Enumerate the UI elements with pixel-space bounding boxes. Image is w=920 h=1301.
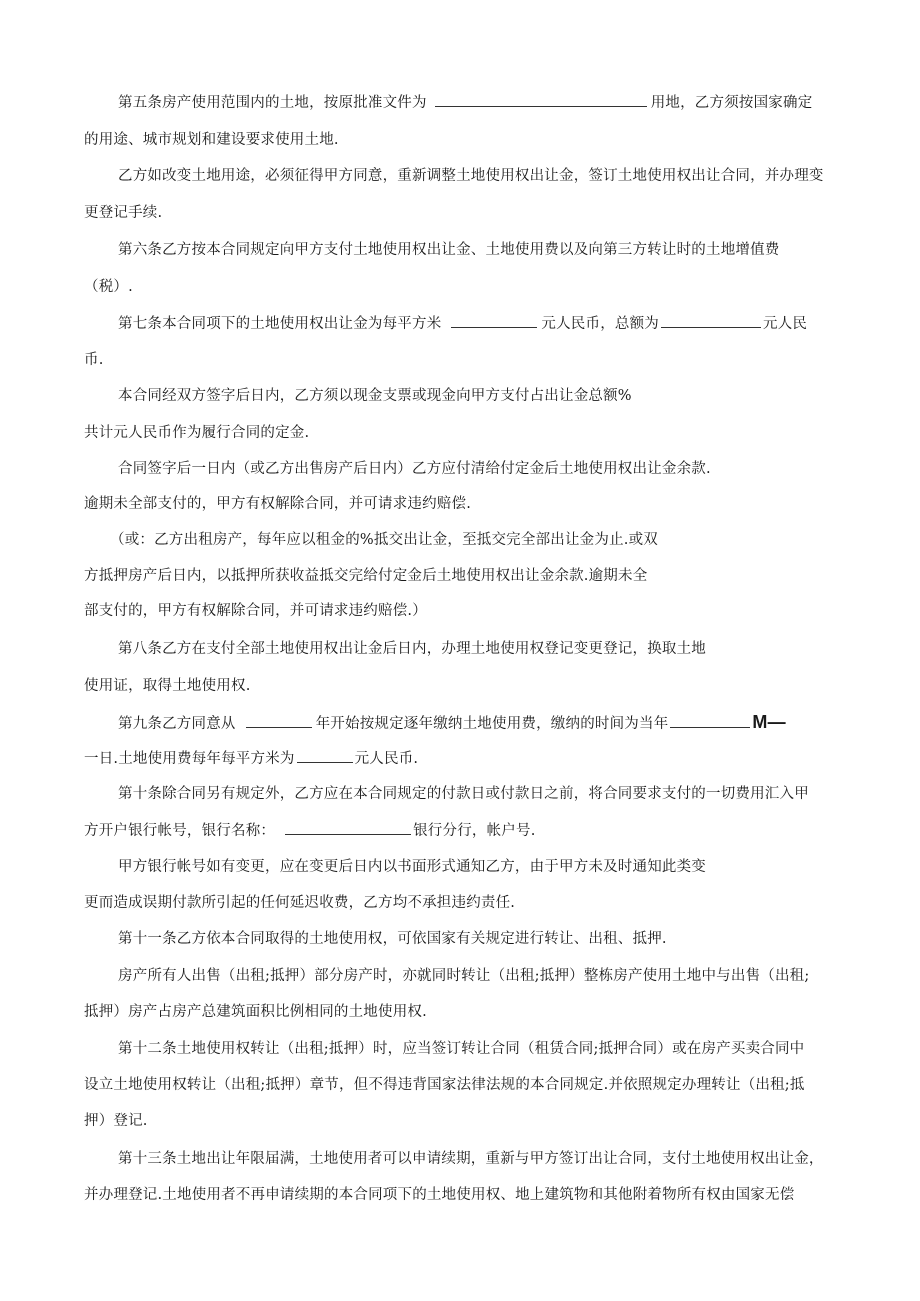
paragraph-line: 方抵押房产后日内，以抵押所获收益抵交完给付定金后土地使用权出让金余款.逾期未全 bbox=[84, 568, 648, 584]
paragraph-line: 合同签字后一日内（或乙方出售房产后日内）乙方应付清给付定金后土地使用权出让金余款. bbox=[118, 461, 711, 477]
fill-blank bbox=[435, 92, 647, 107]
paragraph-line: 并办理登记.土地使用者不再申请续期的本合同项下的土地使用权、地上建筑物和其他附着物所有权由国家无偿 bbox=[84, 1187, 795, 1203]
paragraph-line: 更登记手续. bbox=[84, 205, 163, 221]
paragraph-line: 第七条本合同项下的土地使用权出让金为每平方米 元人民币，总额为 元人民 bbox=[118, 313, 807, 334]
paragraph-line: 币. bbox=[84, 352, 104, 368]
paragraph-line: 方开户银行帐号，银行名称： 银行分行，帐户号. bbox=[84, 820, 536, 841]
paragraph-line: 房产所有人出售（出租;抵押）部分房产时，亦就同时转让（出租;抵押）整栋房产使用土地中与出售（出租; bbox=[118, 968, 810, 984]
paragraph-line: 第十三条土地出让年限届满，土地使用者可以申请续期，重新与甲方签订出让合同，支付土地使用权出让金， bbox=[118, 1151, 824, 1167]
paragraph-line: 第十一条乙方依本合同取得的土地使用权，可依国家有关规定进行转让、出租、抵押. bbox=[118, 931, 667, 947]
paragraph-line: 设立土地使用权转让（出租;抵押）章节，但不得违背国家法律法规的本合同规定.并依照规定办理转让（出租;抵 bbox=[84, 1077, 805, 1093]
paragraph-line: 押）登记. bbox=[84, 1113, 148, 1129]
fill-blank bbox=[661, 313, 761, 328]
paragraph-line: （税）. bbox=[84, 279, 133, 295]
fill-blank bbox=[246, 713, 312, 728]
fill-blank bbox=[670, 713, 750, 728]
paragraph-line: （或：乙方出租房产，每年应以租金的%抵交出让金，至抵交完全部出让金为止.或双 bbox=[110, 532, 658, 548]
paragraph-line: 更而造成误期付款所引起的任何延迟收费，乙方均不承担违约责任. bbox=[84, 895, 516, 911]
fill-blank bbox=[285, 820, 411, 835]
paragraph-line: 第六条乙方按本合同规定向甲方支付土地使用权出让金、土地使用费以及向第三方转让时的土地增值费 bbox=[118, 242, 780, 258]
paragraph-line: 第八条乙方在支付全部土地使用权出让金后日内，办理土地使用权登记变更登记，换取土地 bbox=[118, 641, 706, 657]
paragraph-line: 本合同经双方签字后日内，乙方须以现金支票或现金向甲方支付占出让金总额% bbox=[118, 388, 632, 404]
paragraph-line: 共计元人民币作为履行合同的定金. bbox=[84, 425, 310, 441]
paragraph-line: 乙方如改变土地用途，必须征得甲方同意，重新调整土地使用权出让金，签订土地使用权出让合同，并办理变 bbox=[118, 168, 824, 184]
paragraph-line: 逾期未全部支付的，甲方有权解除合同，并可请求违约赔偿. bbox=[84, 496, 472, 512]
fill-blank bbox=[297, 748, 353, 763]
paragraph-line: 抵押）房产占房产总建筑面积比例相同的土地使用权. bbox=[84, 1004, 427, 1020]
paragraph-line: 第十二条土地使用权转让（出租;抵押）时，应当签订转让合同（租赁合同;抵押合同）或在房产买卖合同中 bbox=[118, 1041, 805, 1057]
paragraph-line: 第五条房产使用范围内的土地，按原批准文件为 用地，乙方须按国家确定 bbox=[118, 92, 812, 113]
fill-blank bbox=[451, 313, 537, 328]
paragraph-line: 使用证，取得土地使用权. bbox=[84, 678, 251, 694]
paragraph-line: 一日.土地使用费每年每平方米为 元人民币. bbox=[84, 748, 418, 769]
paragraph-line: 的用途、城市规划和建设要求使用土地. bbox=[84, 132, 339, 148]
paragraph-line: 第十条除合同另有规定外，乙方应在本合同规定的付款日或付款日之前，将合同要求支付的一切费用汇入甲 bbox=[118, 786, 809, 802]
paragraph-line: 甲方银行帐号如有变更，应在变更后日内以书面形式通知乙方，由于甲方未及时通知此类变 bbox=[118, 859, 706, 875]
paragraph-line: 第九条乙方同意从 年开始按规定逐年缴纳土地使用费，缴纳的时间为当年 M— bbox=[118, 712, 786, 732]
paragraph-line: 部支付的，甲方有权解除合同，并可请求违约赔偿.） bbox=[84, 603, 427, 619]
